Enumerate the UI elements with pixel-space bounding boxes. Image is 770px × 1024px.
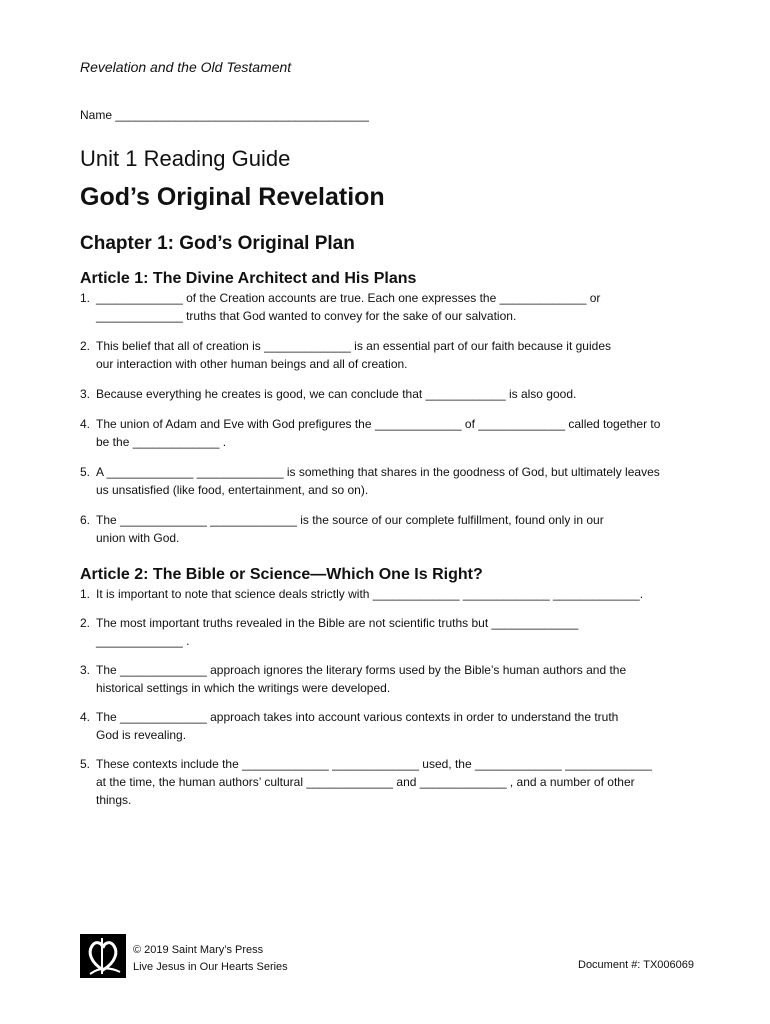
publisher-logo bbox=[80, 934, 126, 978]
question-item bbox=[80, 708, 700, 744]
question-number: 6. bbox=[80, 513, 91, 527]
question-text-line: be the _____________ . bbox=[96, 435, 227, 449]
page-title: God’s Original Revelation bbox=[80, 183, 385, 211]
name-line: Name ______________________________________ bbox=[80, 108, 369, 122]
question-text-line: Because everything he creates is good, we can conclude that ____________ is also good. bbox=[96, 387, 577, 401]
question-item bbox=[80, 337, 700, 373]
question-item bbox=[80, 289, 700, 325]
footer-credits bbox=[133, 942, 288, 976]
question-item bbox=[80, 661, 700, 697]
question-text-line: The _____________ approach takes into account various contexts in order to understand the truth bbox=[96, 710, 619, 724]
question-number: 2. bbox=[80, 339, 91, 353]
question-number: 1. bbox=[80, 587, 91, 601]
question-text-line: The most important truths revealed in the Bible are not scientific truths but _____________ bbox=[96, 616, 579, 630]
chapter-heading: Chapter 1: God’s Original Plan bbox=[80, 233, 355, 254]
question-item bbox=[80, 755, 700, 809]
question-number: 1. bbox=[80, 291, 91, 305]
question-text-line: The union of Adam and Eve with God prefigures the _____________ of _____________ called together to bbox=[96, 417, 661, 431]
question-text-line: A _____________ _____________ is something that shares in the goodness of God, but ultimately leaves bbox=[96, 465, 660, 479]
series-text: Live Jesus in Our Hearts Series bbox=[133, 961, 288, 973]
question-text-line: _____________ truths that God wanted to convey for the sake of our salvation. bbox=[96, 309, 517, 323]
question-text-line: things. bbox=[96, 793, 132, 807]
question-number: 4. bbox=[80, 710, 91, 724]
question-text-line: These contexts include the _____________ _____________ used, the _____________ _____________ bbox=[96, 757, 652, 771]
question-text-line: God is revealing. bbox=[96, 728, 187, 742]
question-item bbox=[80, 614, 700, 650]
question-text-line: historical settings in which the writings were developed. bbox=[96, 681, 391, 695]
question-number: 4. bbox=[80, 417, 91, 431]
question-text-line: at the time, the human authors’ cultural _____________ and _____________ , and a number of other bbox=[96, 775, 635, 789]
question-text-line: The _____________ approach ignores the literary forms used by the Bible’s human authors and the bbox=[96, 663, 627, 677]
article2-questions bbox=[80, 585, 700, 809]
question-item bbox=[80, 585, 700, 603]
unit-heading: Unit 1 Reading Guide bbox=[80, 146, 291, 171]
question-number: 3. bbox=[80, 663, 91, 677]
question-text-line: _____________ of the Creation accounts are true. Each one expresses the _____________ or bbox=[96, 291, 601, 305]
article2-heading: Article 2: The Bible or Science—Which One Is Right? bbox=[80, 566, 483, 583]
question-item bbox=[80, 511, 700, 547]
question-text-line: The _____________ _____________ is the source of our complete fulfillment, found only in our bbox=[96, 513, 604, 527]
question-text-line: our interaction with other human beings and all of creation. bbox=[96, 357, 408, 371]
question-number: 5. bbox=[80, 757, 91, 771]
article1-questions bbox=[80, 289, 700, 547]
document-series-title: Revelation and the Old Testament bbox=[80, 59, 292, 75]
question-number: 2. bbox=[80, 616, 91, 630]
question-item bbox=[80, 463, 700, 499]
article1-heading: Article 1: The Divine Architect and His Plans bbox=[80, 270, 417, 287]
question-text-line: _____________ . bbox=[96, 634, 190, 648]
question-text-line: union with God. bbox=[96, 531, 180, 545]
question-number: 5. bbox=[80, 465, 91, 479]
question-text-line: This belief that all of creation is _____________ is an essential part of our faith because it guides bbox=[96, 339, 611, 353]
question-item bbox=[80, 385, 700, 403]
question-item bbox=[80, 415, 700, 451]
document-number: Document #: TX006069 bbox=[578, 959, 694, 971]
question-number: 3. bbox=[80, 387, 91, 401]
copyright-text: © 2019 Saint Mary’s Press bbox=[133, 944, 264, 956]
question-text-line: It is important to note that science deals strictly with _____________ _____________ _____________. bbox=[96, 587, 644, 601]
question-text-line: us unsatisfied (like food, entertainment, and so on). bbox=[96, 483, 369, 497]
